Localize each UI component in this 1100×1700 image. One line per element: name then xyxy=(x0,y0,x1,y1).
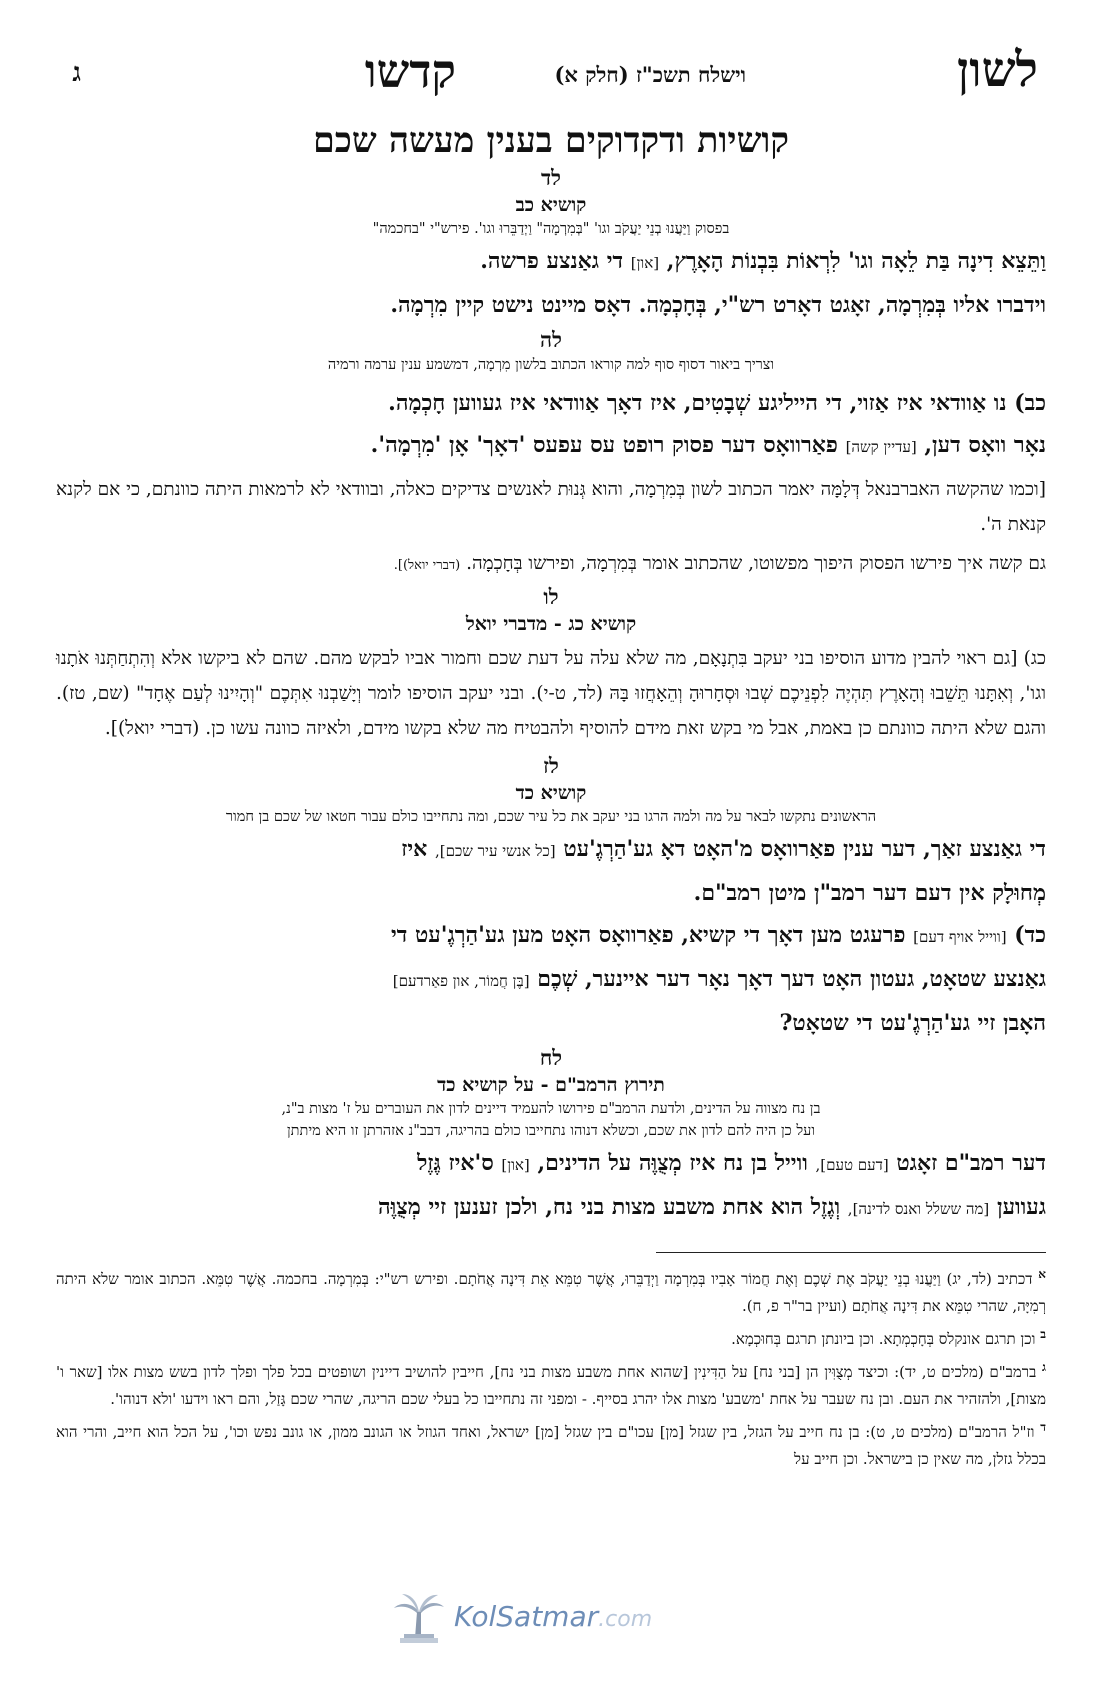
watermark-logo xyxy=(390,1588,653,1648)
section-note: הראשונים נתקשו לבאר על מה ולמה הרגו בני יעקב את כל עיר שכם, ומה נתחייבו כולם עבור חטאו של שכם בן חמור xyxy=(225,809,877,825)
logo-text: KolSatmar.com xyxy=(454,1600,653,1633)
section-number: לז xyxy=(543,753,559,778)
paragraph-line: גאַנצע שטאָט, געטון האָט דעך דאָך נאָר דער איינער, שְׁכֶם [בֶּן חֲמוֹר, און פאַרדעם] xyxy=(392,966,1046,992)
footnotes xyxy=(56,1261,1046,1473)
paragraph-line: מְחוּלָק אין דעם דער רמב"ן מיטן רמב"ם. xyxy=(693,880,1046,906)
header-subtitle: וישלח תשכ"ז (חלק א) xyxy=(554,62,746,87)
section-number: לח xyxy=(539,1045,563,1070)
kushya-heading: קושיא כד xyxy=(515,782,587,804)
kushya-heading: קושיא כב xyxy=(515,194,587,216)
section-note: בן נח מצווה על הדינים, ולדעת הרמב"ם פירושו להעמיד דיינים לדון את העוברים על ז' מצות ב"נ, xyxy=(281,1101,821,1117)
paragraph-line: כד) [ווייל אויף דעם] פרעגט מען דאָך די קשיא, פאַרוואָס האָט מען גע'הַרְגֶ'עט די xyxy=(390,922,1046,948)
kushya-heading: תירוץ הרמב"ם - על קושיא כד xyxy=(437,1074,665,1096)
paragraph: [וכמו שהקשה האברבנאל דְּלָמָּה יאמר הכתוב לשון בְּמִרְמָה, והוא גְּנוּת לאנשים צדיקים כאלה, ובוודאי לא לרמאות היתה כוונתם, כי אם לקנא קנאת ה'. xyxy=(56,479,1046,535)
section-number: לה xyxy=(540,327,562,352)
paragraph-line: כב) נו אַוודאי איז אַזוי, די הייליגע שְׁבָטִים, איז דאָך אַוודאי איז געווען חָכְמָה. xyxy=(388,390,1046,416)
page-title: קושיות ודקדוקים בענין מעשה שכם xyxy=(312,120,790,161)
section-number: לו xyxy=(543,584,559,609)
document-page xyxy=(56,40,1046,1680)
paragraph-line: געווען [מה ששלל ואנס לדינה], וְגֶזֶל הוא אחת משבע מצות בני נח, ולכן זענען זיי מְצֻוֶּה xyxy=(377,1194,1046,1220)
section-note: וצריך ביאור דסוף סוף למה קוראו הכתוב בלשון מִרְמָה, דמשמע ענין ערמה ורמיה xyxy=(327,357,775,373)
footnote: $^א$ דכתיב (לד, יג) וַיַּעֲנוּ בְנֵי יַעֲקֹב אֶת שְׁכֶם וְאֶת חֲמוֹר אָבִיו בְּמִרְמָה וַיְדַבֵּרוּ, אֲשֶׁר טִמֵּא אֵת דִּינָה אֲחֹתָם. ופירש רש"י: בְּמִרְמָה. בחכמה. אֲשֶׁר טִמֵּא. הכתוב אומר שלא היתה רְמִיָּה, שהרי טִמֵּא את דִּינָה אֲחֹתָם (ועיין בר"ר פ, ח). xyxy=(56,1267,1046,1315)
verse-quote: בפסוק וַיַּעֲנוּ בְנֵי יַעֲקֹב וגו' "בְּמִרְמָה" וַיְדַבֵּרוּ וגו'. פירש"י "בחכמה" xyxy=(372,221,730,237)
footnote: $^ב$ וכן תרגם אונקלס בְּחָכְמְתָא. וכן ביונתן תרגם בְּחוּכְמָא. xyxy=(731,1327,1046,1348)
footnote-rule xyxy=(656,1252,1046,1253)
paragraph-line: דער רמב"ם זאָגט [דעם טעם], ווייל בן נח איז מְצֻוֶּה על הדינים, [און] ס'איז גֶּזֶל xyxy=(417,1150,1046,1176)
section-note: ועל כן היה להם לדון את שכם, וכשלא דנוהו נתחייבו כולם בהריגה, דבב"נ אזהרתן זו היא מיתתן xyxy=(286,1123,816,1139)
paragraph-line: וידברו אליו בְּמִרְמָה, זאָגט דאָרט רש"י, בְּחָכְמָה. דאָס מיינט נישט קיין מִרְמָה. xyxy=(390,292,1046,318)
paragraph-line: האָבן זיי גע'הַרְגֶ'עט די שטאָט? xyxy=(779,1010,1046,1036)
footnote: $^ג$ ברמב"ם (מלכים ט, יד): וכיצד מְצֻוִּין הן [בני נח] על הַדִּינִין [שהוא אחת משבע מצות בני נח], חייבין להושיב דיינין ושופטים בכל פלך ופלך לדון בשש מצות אלו [שאר ו' מצות], ולהזהיר את העם. ובן נח שעבר על אחת 'משבע' מצות אלו יהרג בסייף. - ומפני זה נתחייבו כל בעלי שכם הריגה, שהרי שכם גָּזַל, והם ראו וידעו 'ולא דנוהו'. xyxy=(56,1360,1046,1408)
page-number: ג xyxy=(72,58,81,88)
running-header xyxy=(56,40,1046,112)
section-number: לד xyxy=(541,165,561,190)
paragraph-line: וַתֵּצֵא דִינָה בַּת לֵאָה וגו' לִרְאוֹת בִּבְנוֹת הָאָרֶץ, [און] די גאַנצע פרשה. xyxy=(480,248,1046,274)
paragraph-line: נאָר וואָס דען, [עדיין קשה] פאַרוואָס דער פסוק רופט עס עפעס 'דאָך' אָן 'מִרְמָה'. xyxy=(370,432,1046,458)
paragraph: גם קשה איך פירשו הפסוק היפוך מפשוטו, שהכתוב אומר בְּמִרְמָה, ופירשו בְּחָכְמָה. (דברי יואל)]. xyxy=(393,553,1046,574)
header-word-lashon: לשון xyxy=(957,42,1038,98)
header-word-kodsho: קדשו xyxy=(364,44,456,98)
kushya-heading: קושיא כג - מדברי יואל xyxy=(465,613,637,635)
footnote: $^ד$ וז"ל הרמב"ם (מלכים ט, ט): בן נח חייב על הגזל, בין שגזל [מן] עכו"ם בין שגזל [מן] ישראל, ואחד הגוזל או הגונב ממון, או גונב נפש וכו', על הכל הוא חייב, והרי הוא בכלל גזלן, מה שאין כן בישראל. וכן חייב על xyxy=(56,1420,1046,1468)
paragraph: כג) [גם ראוי להבין מדוע הוסיפו בני יעקב בִּתְנָאָם, מה שלא עלה על דעת שכם וחמור אביו לבקש מהם. שהם לא ביקשו אלא וְהִתְחַתְּנוּ אֹתָנוּ וגו', וְאִתָּנוּ תֵּשֵׁבוּ וְהָאָרֶץ תִּהְיֶה לִפְנֵיכֶם שְׁבוּ וּסְחָרוּהָ וְהֵאָחֲזוּ בָּהּ (לד, ט-י). ובני יעקב הוסיפו לומר וְיָשַׁבְנוּ אִתְּכֶם "וְהָיִינוּ לְעַם אֶחָד" (שם, טז). והגם שלא היתה כוונתם כן באמת, אבל מי בקש זאת מידם להוסיף ולהבטיח מה שלא בקשו מידם, ולאיזה כוונה עשו כן. (דברי יואל)]. xyxy=(56,648,1046,739)
paragraph-line: די גאַנצע זאַך, דער ענין פאַרוואָס מ'האָט דאָ גע'הַרְגֶ'עט [כל אנשי עיר שכם], איז xyxy=(401,836,1046,862)
palm-tree-icon xyxy=(390,1592,448,1644)
